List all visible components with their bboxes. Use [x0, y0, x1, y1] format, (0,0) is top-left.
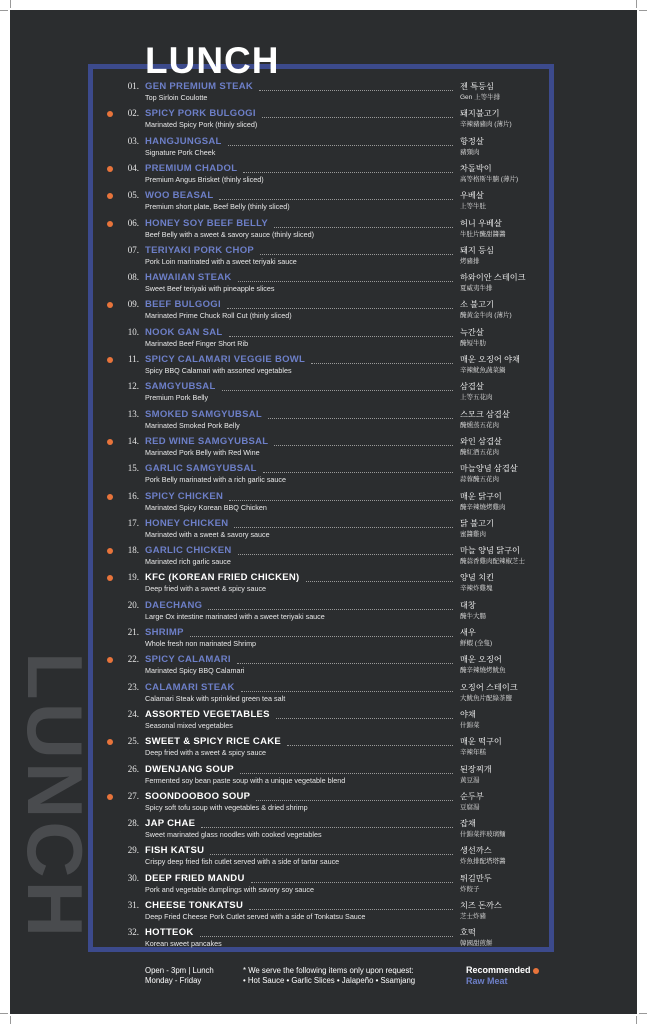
menu-item [103, 463, 543, 489]
recommended-dot-icon [107, 575, 113, 581]
item-number: 29. [127, 845, 139, 856]
item-number: 31. [127, 900, 139, 910]
dot-leader [274, 433, 453, 446]
item-name: DWENJANG SOUP [145, 763, 234, 775]
item-korean-name: 치즈 돈까스 [460, 901, 502, 910]
crop-mark [10, 0, 11, 8]
recommended-dot-icon [107, 357, 113, 363]
legend [466, 965, 539, 987]
menu-item [103, 81, 543, 107]
item-chinese-name: 醃牛大腸 [460, 612, 486, 620]
item-number: 15. [127, 463, 139, 474]
item-chinese-name: 大魷魚片配綠茶鹽 [460, 694, 512, 702]
menu-item [103, 873, 543, 899]
hours-info [145, 966, 214, 986]
item-number: 23. [127, 681, 139, 692]
menu-item [103, 136, 543, 162]
item-chinese-name: 醃辛辣燒烤雞肉 [460, 503, 506, 511]
menu-item [103, 545, 543, 571]
item-chinese-name: 醃辛辣燒烤魷魚 [460, 667, 506, 675]
item-chinese-name: 蜜醬雞肉 [460, 530, 486, 538]
item-name: TERIYAKI PORK CHOP [145, 244, 255, 256]
item-description: Pork Loin marinated with a sweet teriyaki sauce [145, 256, 297, 266]
dot-leader [208, 597, 453, 610]
item-chinese-name: Gen 上等牛排 [460, 94, 501, 101]
dot-leader [201, 815, 453, 828]
crop-mark [639, 1013, 647, 1014]
item-description: Premium Pork Belly [145, 393, 209, 403]
item-chinese-name: 豆腐湯 [460, 803, 480, 811]
dot-leader [259, 78, 453, 91]
hours-line-1: Open - 3pm | Lunch [145, 966, 214, 975]
item-number: 09. [127, 299, 139, 310]
recommended-dot-icon [107, 494, 113, 500]
item-description: Spicy soft tofu soup with vegetables & dried shrimp [145, 802, 308, 812]
item-korean-name: 삼겹살 [460, 382, 484, 392]
item-korean-name: 하와이안 스테이크 [460, 273, 526, 283]
menu-item [103, 409, 543, 435]
dot-leader [238, 542, 453, 555]
crop-mark [0, 1013, 8, 1014]
item-description: Calamari Steak with sprinkled green tea salt [145, 693, 286, 703]
item-chinese-name: 蒜蓉醃五花肉 [460, 476, 499, 484]
item-description: Beef Belly with a sweet & savory sauce (thinly sliced) [145, 229, 314, 239]
item-chinese-name: 上等牛肚 [460, 203, 486, 211]
menu-item [103, 354, 543, 380]
recommended-dot-icon [107, 439, 113, 445]
item-description: Seasonal mixed vegetables [145, 720, 233, 730]
item-number: 32. [127, 927, 139, 938]
menu-item [103, 845, 543, 871]
menu-item [103, 927, 543, 953]
item-name: PREMIUM CHADOL [145, 162, 238, 174]
menu-item [103, 818, 543, 844]
item-number: 30. [127, 872, 139, 883]
menu-item [103, 327, 543, 353]
item-number: 21. [127, 627, 139, 637]
menu-item [103, 381, 543, 407]
item-description: Korean sweet pancakes [145, 939, 222, 949]
menu-item [103, 190, 543, 216]
item-korean-name: 야채 [460, 709, 476, 719]
item-korean-name: 순두부 [460, 791, 484, 801]
item-name: SPICY CALAMARI [145, 654, 231, 666]
item-number: 24. [127, 708, 139, 719]
item-korean-name: 닭 불고기 [460, 518, 494, 528]
item-description: Marinated Spicy Pork (thinly sliced) [145, 120, 258, 130]
dot-leader [237, 651, 453, 664]
item-number: 11. [128, 354, 139, 364]
item-name: KFC (KOREAN FRIED CHICKEN) [145, 572, 300, 584]
item-number: 22. [127, 654, 139, 665]
crop-mark [10, 1016, 11, 1024]
item-chinese-name: 高等格斯牛腩 (薄片) [460, 175, 519, 183]
menu-item [103, 791, 543, 817]
legend-raw-meat: Raw Meat [466, 976, 508, 986]
item-description: Whole fresh non marinated Shrimp [145, 639, 257, 648]
item-korean-name: 스모크 삼겹살 [460, 409, 510, 419]
item-description: Marinated Beef Finger Short Rib [145, 338, 249, 348]
dot-leader [311, 351, 453, 364]
item-chinese-name: 烤豬排 [460, 257, 480, 265]
item-korean-name: 젠 특등심 [460, 82, 494, 91]
item-description: Signature Pork Cheek [145, 147, 216, 157]
item-chinese-name: 炸魚排配塔塔醬 [460, 858, 506, 866]
dot-leader [229, 488, 453, 501]
crop-mark [0, 10, 8, 11]
item-number: 18. [127, 545, 139, 556]
item-korean-name: 오징어 스테이크 [460, 682, 518, 692]
item-korean-name: 차돌박이 [460, 163, 492, 173]
item-description: Marinated with a sweet & savory sauce [145, 529, 270, 539]
item-name: SMOKED SAMGYUBSAL [145, 408, 262, 420]
item-description: Premium short plate, Beef Belly (thinly sliced) [145, 202, 290, 212]
item-name: BEEF BULGOGI [145, 299, 221, 311]
item-chinese-name: 什錦菜 [460, 721, 480, 729]
dot-leader [190, 624, 453, 637]
item-name: SPICY PORK BULGOGI [145, 108, 256, 120]
item-description: Crispy deep fried fish cutlet served with a side of tartar sauce [145, 857, 340, 867]
item-chinese-name: 辛辣炸雞塊 [460, 585, 493, 593]
recommended-dot-icon [107, 548, 113, 554]
item-number: 07. [127, 244, 139, 255]
item-chinese-name: 牛肚片醃甜醬醬 [460, 230, 506, 238]
item-korean-name: 소 불고기 [460, 300, 494, 310]
item-chinese-name: 韓國甜煎餅 [460, 940, 493, 948]
menu-item [103, 600, 543, 626]
item-korean-name: 매운 오징어 야채 [460, 355, 520, 364]
item-number: 16. [127, 490, 139, 501]
item-description: Sweet Beef teriyaki with pineapple slices [145, 284, 275, 294]
item-korean-name: 잡채 [460, 819, 476, 829]
item-name: HAWAIIAN STEAK [145, 272, 232, 284]
item-number: 08. [127, 272, 139, 283]
dot-leader [268, 406, 453, 419]
item-korean-name: 돼지불고기 [460, 109, 500, 119]
item-name: SAMGYUBSAL [145, 381, 216, 393]
recommended-dot-icon [107, 221, 113, 227]
dot-leader [200, 924, 453, 937]
menu-item [103, 518, 543, 544]
menu-item [103, 163, 543, 189]
item-number: 05. [127, 190, 139, 201]
item-description: Pork and vegetable dumplings with savory soy sauce [145, 884, 314, 894]
item-number: 19. [127, 572, 139, 583]
item-chinese-name: 豬頸肉 [460, 148, 480, 156]
item-korean-name: 늑간살 [460, 327, 484, 337]
dot-leader [256, 788, 453, 801]
item-name: SPICY CHICKEN [145, 490, 224, 502]
item-number: 26. [127, 763, 139, 774]
menu-item [103, 654, 543, 680]
item-name: HANGJUNGSAL [145, 135, 222, 147]
item-chinese-name: 醃紅酒五花肉 [460, 448, 499, 456]
item-korean-name: 허니 우베살 [460, 218, 502, 228]
dot-leader [243, 160, 453, 173]
dot-leader [263, 460, 453, 473]
item-name: ASSORTED VEGETABLES [145, 708, 270, 720]
menu-item [103, 436, 543, 462]
dot-leader [234, 515, 453, 528]
menu-item [103, 245, 543, 271]
menu-item [103, 108, 543, 134]
item-name: RED WINE SAMGYUBSAL [145, 435, 269, 447]
menu-item [103, 272, 543, 298]
item-chinese-name: 辛辣豬豬肉 (薄片) [460, 121, 512, 129]
item-korean-name: 마늘 양념 닭구이 [460, 546, 520, 556]
dot-leader [210, 842, 453, 855]
item-name: NOOK GAN SAL [145, 326, 223, 338]
item-name: CHEESE TONKATSU [145, 900, 244, 911]
item-chinese-name: 鮮蝦 (全隻) [460, 640, 493, 647]
dot-leader [241, 679, 453, 692]
item-number: 01. [127, 81, 139, 91]
crop-mark [636, 1016, 637, 1024]
item-description: Deep fried with a sweet & spicy sauce [145, 748, 267, 758]
item-description: Spicy BBQ Calamari with assorted vegetables [145, 366, 292, 375]
item-chinese-name: 夏威夷牛排 [460, 285, 493, 293]
item-korean-name: 호떡 [460, 928, 476, 938]
hours-line-2: Monday - Friday [145, 976, 202, 985]
request-line-2: • Hot Sauce • Garlic Slices • Jalapeño • Ssamjang [243, 976, 416, 985]
side-title: LUNCH [11, 652, 99, 940]
item-name: HONEY CHICKEN [145, 517, 229, 529]
item-number: 03. [127, 135, 139, 146]
item-description: Top Sirloin Coulotte [145, 93, 208, 102]
dot-leader [262, 105, 453, 118]
item-description: Marinated Prime Chuck Roll Cut (thinly sliced) [145, 311, 292, 321]
item-chinese-name: 醃短牛肋 [460, 339, 486, 347]
recommended-dot-icon [533, 968, 539, 974]
item-chinese-name: 辛辣年糕 [460, 749, 486, 757]
item-number: 04. [127, 162, 139, 173]
item-korean-name: 와인 삼겹살 [460, 436, 502, 446]
item-number: 10. [127, 326, 139, 337]
item-name: SPICY CALAMARI VEGGIE BOWL [145, 354, 306, 365]
dot-leader [251, 870, 453, 883]
dot-leader [287, 733, 453, 746]
item-korean-name: 돼지 등심 [460, 245, 494, 255]
crop-mark [639, 10, 647, 11]
item-name: DAECHANG [145, 599, 203, 611]
dot-leader [260, 242, 453, 255]
legend-recommended: Recommended [466, 965, 531, 975]
item-name: SOONDOOBOO SOUP [145, 790, 251, 802]
item-name: FISH KATSU [145, 845, 205, 857]
recommended-dot-icon [107, 302, 113, 308]
item-name: SWEET & SPICY RICE CAKE [145, 736, 282, 748]
menu-item [103, 627, 543, 653]
item-name: GARLIC SAMGYUBSAL [145, 463, 257, 475]
item-description: Fermented soy bean paste soup with a unique vegetable blend [145, 775, 346, 785]
crop-mark [636, 0, 637, 8]
item-number: 12. [127, 381, 139, 392]
item-name: WOO BEASAL [145, 190, 214, 202]
menu-item [103, 299, 543, 325]
recommended-dot-icon [107, 794, 113, 800]
item-number: 02. [127, 108, 139, 119]
recommended-dot-icon [107, 657, 113, 663]
dot-leader [249, 897, 453, 910]
item-name: SHRIMP [145, 627, 184, 638]
item-chinese-name: 上等五花肉 [460, 394, 493, 402]
menu-item [103, 572, 543, 598]
request-info [243, 966, 415, 986]
dot-leader [228, 133, 453, 146]
recommended-dot-icon [107, 193, 113, 199]
item-number: 20. [127, 599, 139, 610]
recommended-dot-icon [107, 739, 113, 745]
item-chinese-name: 醃黃金牛肉 (薄片) [460, 312, 512, 320]
item-chinese-name: 醃蒜香雞肉配辣椒芝士 [460, 558, 525, 566]
item-description: Premium Angus Brisket (thinly sliced) [145, 174, 264, 184]
item-korean-name: 된장찌개 [460, 764, 492, 774]
item-name: CALAMARI STEAK [145, 681, 235, 693]
item-chinese-name: 黃豆湯 [460, 776, 480, 784]
menu-item [103, 900, 543, 926]
menu-item [103, 736, 543, 762]
dot-leader [274, 215, 453, 228]
item-number: 17. [127, 517, 139, 528]
dot-leader [229, 324, 453, 337]
item-number: 13. [127, 408, 139, 419]
item-korean-name: 우베살 [460, 191, 484, 201]
dot-leader [238, 269, 453, 282]
item-korean-name: 새우 [460, 628, 476, 637]
menu-item [103, 709, 543, 735]
dot-leader [306, 569, 453, 582]
page-title: LUNCH [145, 40, 280, 81]
menu-item [103, 218, 543, 244]
item-number: 25. [127, 736, 139, 747]
item-description: Marinated Spicy BBQ Calamari [145, 666, 245, 676]
item-korean-name: 매운 떡구이 [460, 737, 502, 747]
menu-item [103, 764, 543, 790]
dot-leader [219, 187, 453, 200]
item-chinese-name: 芝士炸豬 [460, 913, 486, 920]
item-chinese-name: 醃燻蒸五花肉 [460, 421, 499, 429]
request-line-1: * We serve the following items only upon request: [243, 966, 414, 975]
item-korean-name: 대창 [460, 600, 476, 610]
item-chinese-name: 炸餃子 [460, 885, 480, 893]
item-korean-name: 매운 닭구이 [460, 491, 502, 501]
item-korean-name: 생선까스 [460, 846, 492, 856]
item-korean-name: 마늘양념 삼겹살 [460, 464, 518, 474]
menu-item [103, 682, 543, 708]
item-number: 06. [127, 217, 139, 228]
item-number: 28. [127, 818, 139, 829]
dot-leader [240, 761, 453, 774]
item-number: 14. [127, 435, 139, 446]
item-description: Marinated Smoked Pork Belly [145, 420, 240, 430]
item-korean-name: 양념 치킨 [460, 573, 494, 583]
recommended-dot-icon [107, 166, 113, 172]
recommended-dot-icon [107, 111, 113, 117]
item-description: Marinated rich garlic sauce [145, 557, 231, 567]
item-description: Sweet marinated glass noodles with cooked vegetables [145, 830, 322, 840]
item-name: JAP CHAE [145, 818, 196, 830]
item-name: HONEY SOY BEEF BELLY [145, 217, 269, 229]
item-korean-name: 튀김만두 [460, 873, 492, 883]
item-name: GEN PREMIUM STEAK [145, 81, 254, 92]
item-number: 27. [127, 790, 139, 801]
item-description: Marinated Pork Belly with Red Wine [145, 447, 260, 457]
item-description: Marinated Spicy Korean BBQ Chicken [145, 502, 267, 512]
dot-leader [222, 378, 453, 391]
item-name: GARLIC CHICKEN [145, 545, 232, 557]
item-chinese-name: 什錦菜拌玻璃麵 [460, 831, 506, 839]
item-description: Large Ox intestine marinated with a sweet teriyaki sauce [145, 611, 325, 621]
item-name: DEEP FRIED MANDU [145, 872, 245, 884]
item-description: Deep fried with a sweet & spicy sauce [145, 584, 267, 594]
item-description: Deep Fried Cheese Pork Cutlet served with a side of Tonkatsu Sauce [145, 912, 366, 921]
item-description: Pork Belly marinated with a rich garlic sauce [145, 475, 287, 485]
dot-leader [227, 296, 453, 309]
item-chinese-name: 辛辣魷魚蔬菜鍋 [460, 367, 506, 374]
menu-item [103, 491, 543, 517]
item-name: HOTTEOK [145, 927, 194, 939]
dot-leader [276, 706, 453, 719]
item-korean-name: 매운 오징어 [460, 655, 502, 665]
item-korean-name: 항정살 [460, 136, 484, 146]
